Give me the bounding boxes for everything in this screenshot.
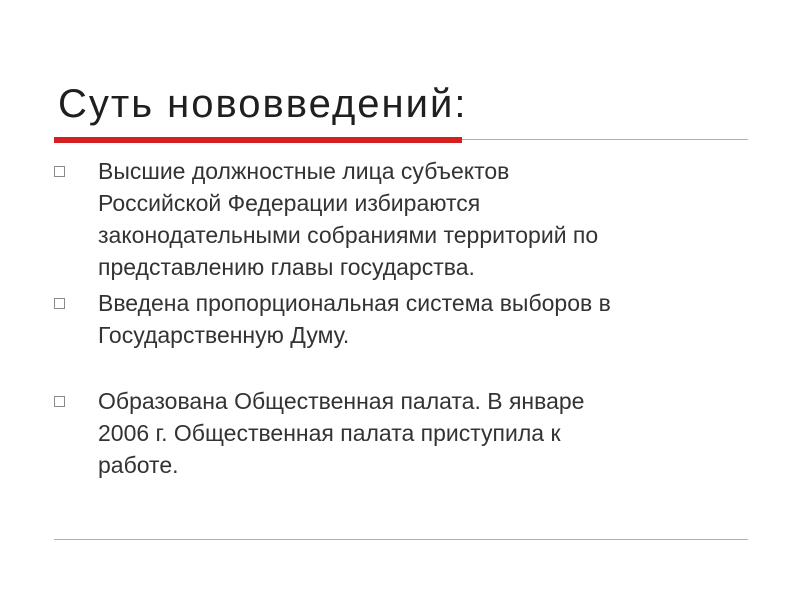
bullet-line: 2006 г. Общественная палата приступила к (98, 420, 561, 446)
bullet-line: представлению главы государства. (98, 254, 475, 280)
hollow-square-bullet-icon (54, 396, 65, 407)
bullet-line: Образована Общественная палата. В январе (98, 388, 585, 414)
title-underline-thin (462, 139, 748, 140)
footer-divider (54, 539, 748, 540)
hollow-square-bullet-icon (54, 166, 65, 177)
hollow-square-bullet-icon (54, 298, 65, 309)
bullet-line: Российской Федерации избираются (98, 190, 481, 216)
bullet-line: Государственную Думу. (98, 322, 350, 348)
bullet-line: Высшие должностные лица субъектов (98, 158, 510, 184)
bullet-line: законодательными собраниями территорий по (98, 222, 599, 248)
bullet-item-3 (50, 385, 750, 481)
bullet-line: Введена пропорциональная система выборов в (98, 290, 611, 316)
slide-title: Суть нововведений: (58, 82, 468, 126)
bullet-item-1 (50, 155, 750, 283)
title-underline-accent (54, 137, 462, 143)
bullet-line: работе. (98, 452, 179, 478)
bullet-item-2 (50, 287, 750, 351)
bullet-list (50, 155, 750, 481)
